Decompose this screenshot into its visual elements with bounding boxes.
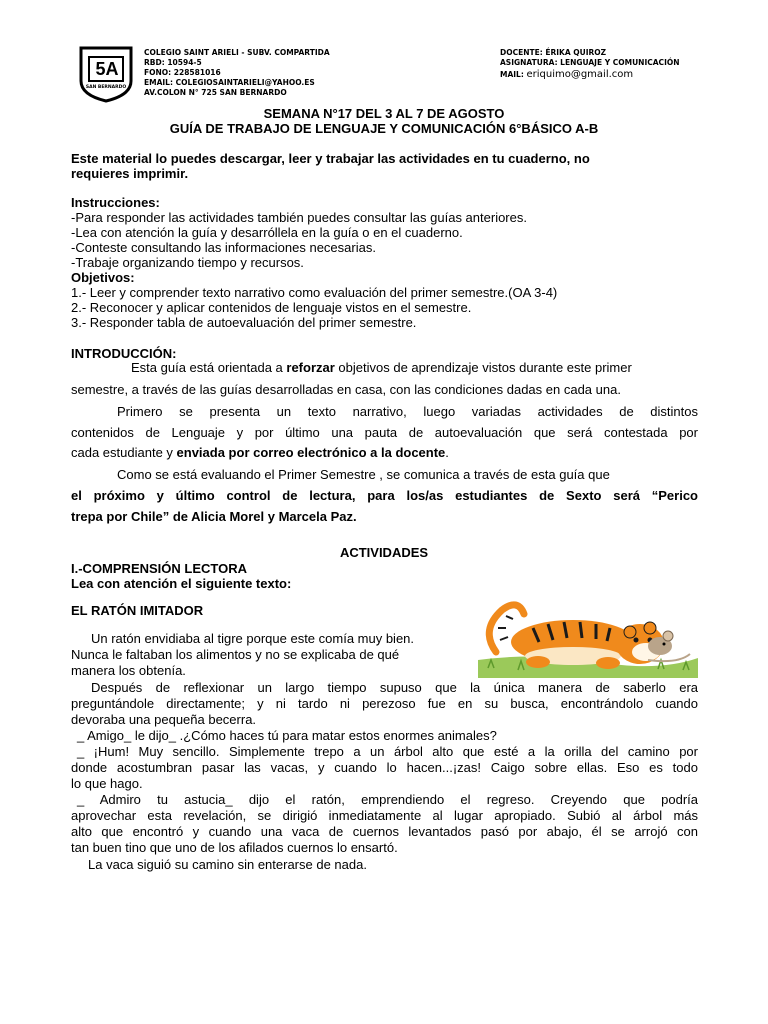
story-line: La vaca siguió su camino sin enterarse de nada. — [88, 857, 367, 872]
intro-p2-line2: contenidos de Lenguaje y por último una pauta de autoevaluación que será contestada por — [71, 425, 698, 440]
mail-value[interactable]: eriquimo@gmail.com — [526, 69, 634, 80]
objective-item: 1.- Leer y comprender texto narrativo como evaluación del primer semestre.(OA 3-4) — [71, 285, 558, 300]
intro-p3-line1: Como se está evaluando el Primer Semestre , se comunica a través de esta guía que — [117, 467, 610, 482]
notice-line-1: Este material lo puedes descargar, leer y trabajar las actividades en tu cuaderno, no — [71, 151, 590, 166]
week-title: SEMANA N°17 DEL 3 AL 7 DE AGOSTO — [263, 106, 505, 121]
notice-line-2: requieres imprimir. — [71, 166, 189, 181]
story-line: preguntándole directamente; y ni tardo ni perezoso fue en su busca, encontrándolo cuando — [71, 696, 698, 711]
teacher-mail — [500, 68, 680, 81]
story-line: tan buen tino que uno de los afilados cuernos lo ensartó. — [71, 840, 398, 855]
objective-item: 3.- Responder tabla de autoevaluación del primer semestre. — [71, 315, 417, 330]
intro-p3-line2: el próximo y último control de lectura, para los/as estudiantes de Sexto será “Perico — [71, 488, 698, 503]
story-title: EL RATÓN IMITADOR — [71, 603, 204, 618]
school-name: COLEGIO SAINT ARIELI - SUBV. COMPARTIDA — [144, 48, 330, 57]
intro-heading: INTRODUCCIÓN: — [71, 346, 177, 361]
intro-bold: enviada por correo electrónico a la docente — [176, 445, 446, 460]
instruction-item: -Para responder las actividades también puedes consultar las guías anteriores. — [71, 210, 527, 225]
school-address: AV.COLON N° 725 SAN BERNARDO — [144, 88, 287, 97]
school-logo — [78, 45, 134, 103]
intro-p2-line1: Primero se presenta un texto narrativo, luego variadas actividades de distintos — [117, 404, 698, 419]
intro-text: cada estudiante y — [71, 445, 177, 460]
guide-title: GUÍA DE TRABAJO DE LENGUAJE Y COMUNICACIÓN 6°BÁSICO A-B — [169, 121, 599, 136]
intro-text: . — [445, 445, 449, 460]
story-line: Nunca le faltaban los alimentos y no se explicaba de qué — [71, 647, 400, 662]
section-heading: I.-COMPRENSIÓN LECTORA — [71, 561, 247, 576]
intro-text: objetivos de aprendizaje vistos durante este primer — [334, 360, 632, 375]
intro-text: Esta guía está orientada a — [131, 360, 287, 375]
intro-p1-line1 — [131, 360, 632, 375]
instruction-item: -Lea con atención la guía y desarróllela en la guía o en el cuaderno. — [71, 225, 463, 240]
intro-p3-line3: trepa por Chile” de Alicia Morel y Marcela Paz. — [71, 509, 357, 524]
story-line: _ Admiro tu astucia_ dijo el ratón, emprendiendo el regreso. Creyendo que podría — [77, 792, 698, 807]
objectives-heading: Objetivos: — [71, 270, 135, 285]
school-email: EMAIL: COLEGIOSAINTARIELI@YAHOO.ES — [144, 78, 315, 87]
intro-p1-line2: semestre, a través de las guías desarrolladas en casa, con las condiciones dadas en cada una. — [71, 382, 621, 397]
school-info — [144, 48, 330, 98]
story-line: devoraba una pequeña becerra. — [71, 712, 257, 727]
intro-bold: reforzar — [286, 360, 335, 375]
reading-instruction: Lea con atención el siguiente texto: — [71, 576, 292, 591]
school-phone: FONO: 228581016 — [144, 68, 221, 77]
story-line: Después de reflexionar un largo tiempo supuso que la única manera de saberlo era — [91, 680, 698, 695]
logo-caption: SAN BERNARDO — [85, 85, 127, 90]
story-line: Un ratón envidiaba al tigre porque este comía muy bien. — [91, 631, 415, 646]
instructions-heading: Instrucciones: — [71, 195, 160, 210]
story-line: _ Amigo_ le dijo_ .¿Cómo haces tú para matar estos enormes animales? — [77, 728, 497, 743]
teacher-name: DOCENTE: ÉRIKA QUIROZ — [500, 48, 607, 57]
story-line: lo que hago. — [71, 776, 143, 791]
subject-name: ASIGNATURA: LENGUAJE Y COMUNICACIÓN — [500, 58, 680, 67]
story-line: _ ¡Hum! Muy sencillo. Simplemente trepo a un árbol alto que esté a la orilla del camino por — [77, 744, 698, 759]
logo-text: 5A — [95, 59, 119, 79]
story-line: aprovechar esta revelación, se dirigió inmediatamente al lugar apropiado. Subió al árbol más — [71, 808, 698, 823]
mail-label: MAIL: — [500, 70, 524, 79]
story-line: donde acostumbran pasar las vacas, y cuando lo hacen...¡zas! Caigo sobre ellas. Eso es todo — [71, 760, 698, 775]
instruction-item: -Conteste consultando las informaciones necesarias. — [71, 240, 376, 255]
story-line: alto que encontró y cuando una vaca de cuernos levantados pasó por abajo, él se arrojó con — [71, 824, 698, 839]
instruction-item: -Trabaje organizando tiempo y recursos. — [71, 255, 304, 270]
activities-heading: ACTIVIDADES — [339, 545, 429, 560]
teacher-info — [500, 48, 680, 81]
intro-p2-line3 — [71, 445, 449, 460]
story-line: manera los obtenía. — [71, 663, 186, 678]
school-rbd: RBD: 10594-5 — [144, 58, 202, 67]
tiger-mouse-illustration — [478, 600, 698, 678]
objective-item: 2.- Reconocer y aplicar contenidos de lenguaje vistos en el semestre. — [71, 300, 472, 315]
